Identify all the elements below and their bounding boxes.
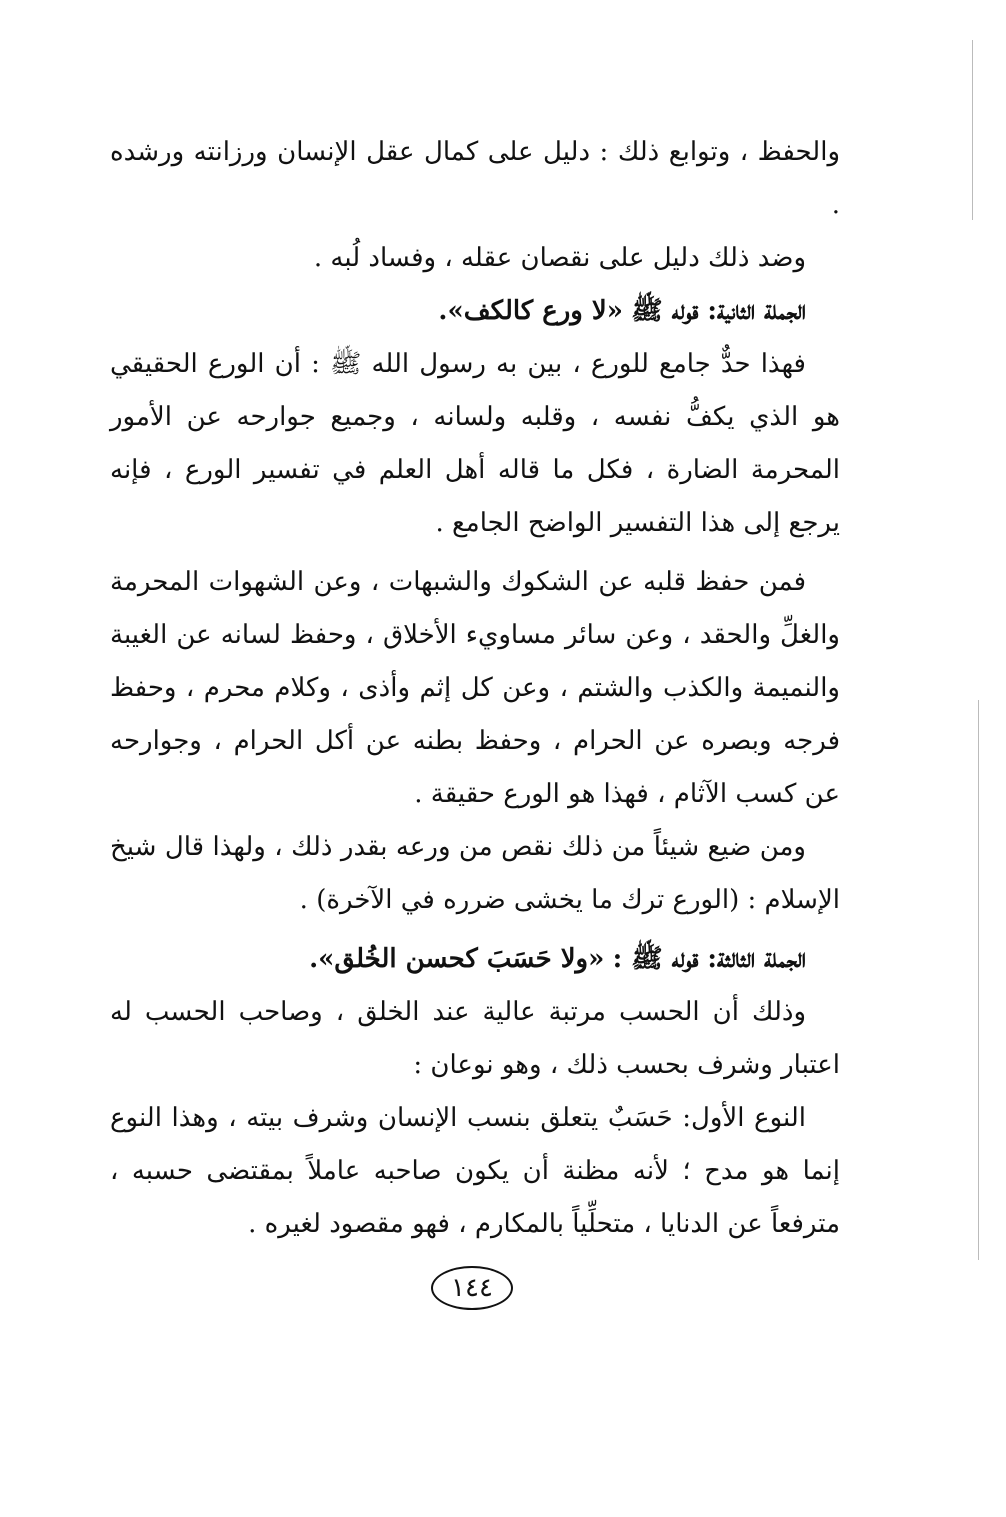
paragraph-wara-definition: فهذا حدٌّ جامع للورع ، بين به رسول الله ﷺ : أن الورع الحقيقي هو الذي يكفُّ نفسه ، وقلبه ولسانه ، وجميع جوارحه عن الأمور المحرمة الضارة ، فكل ما قاله أهل العلم في تفسير الورع ، فإنه يرجع إلى هذا التفسير الواضح الجامع . [110, 349, 840, 538]
scan-edge-line [978, 700, 979, 1260]
paragraph-2: وضد ذلك دليل على نقصان عقله ، وفساد لُبه . [313, 243, 806, 273]
heading-label: الجملة الثالثة: قوله ﷺ : [612, 944, 806, 974]
paragraph-hasab: وذلك أن الحسب مرتبة عالية عند الخلق ، وصاحب الحسب له اعتبار وشرف بحسب ذلك ، وهو نوعان : [110, 997, 840, 1080]
paragraph-sheikh-quote: ومن ضيع شيئاً من ذلك نقص من ورعه بقدر ذلك ، ولهذا قال شيخ الإسلام : (الورع ترك ما يخشى ضرره في الآخرة) . [110, 832, 840, 915]
paragraph-wara-details: فمن حفظ قلبه عن الشكوك والشبهات ، وعن الشهوات المحرمة والغلِّ والحقد ، وعن سائر مساويء الأخلاق ، وحفظ لسانه عن الغيبة والنميمة والكذب والشتم ، وعن كل إثم وأذى ، وكلام محرم ، وحفظ فرجه وبصره عن الحرام ، وحفظ بطنه عن أكل الحرام ، وجوارحه عن كسب الآثام ، فهذا هو الورع حقيقة . [110, 567, 840, 809]
heading-label: الجملة الثانية: قوله ﷺ [631, 296, 806, 326]
page-number-badge [431, 1266, 513, 1310]
heading-third-sentence [110, 933, 840, 986]
hadith-quote: «ولا حَسَبَ كحسن الخُلق». [309, 944, 605, 974]
body-text [110, 126, 840, 1251]
hadith-quote: «لا ورع كالكف». [438, 296, 623, 326]
paragraph-1: والحفظ ، وتوابع ذلك : دليل على كمال عقل الإنسان ورزانته ورشده . [110, 137, 840, 220]
scan-edge-line [972, 40, 973, 220]
paragraph-first-type: النوع الأول: حَسَبٌ يتعلق بنسب الإنسان وشرف بيته ، وهذا النوع إنما هو مدح ؛ لأنه مظنة أن يكون صاحبه عاملاً بمقتضى حسبه ، مترفعاً عن الدنايا ، متحلِّياً بالمكارم ، فهو مقصود لغيره . [110, 1103, 840, 1239]
heading-second-sentence [110, 285, 840, 338]
page-number: ١٤٤ [451, 1273, 493, 1303]
